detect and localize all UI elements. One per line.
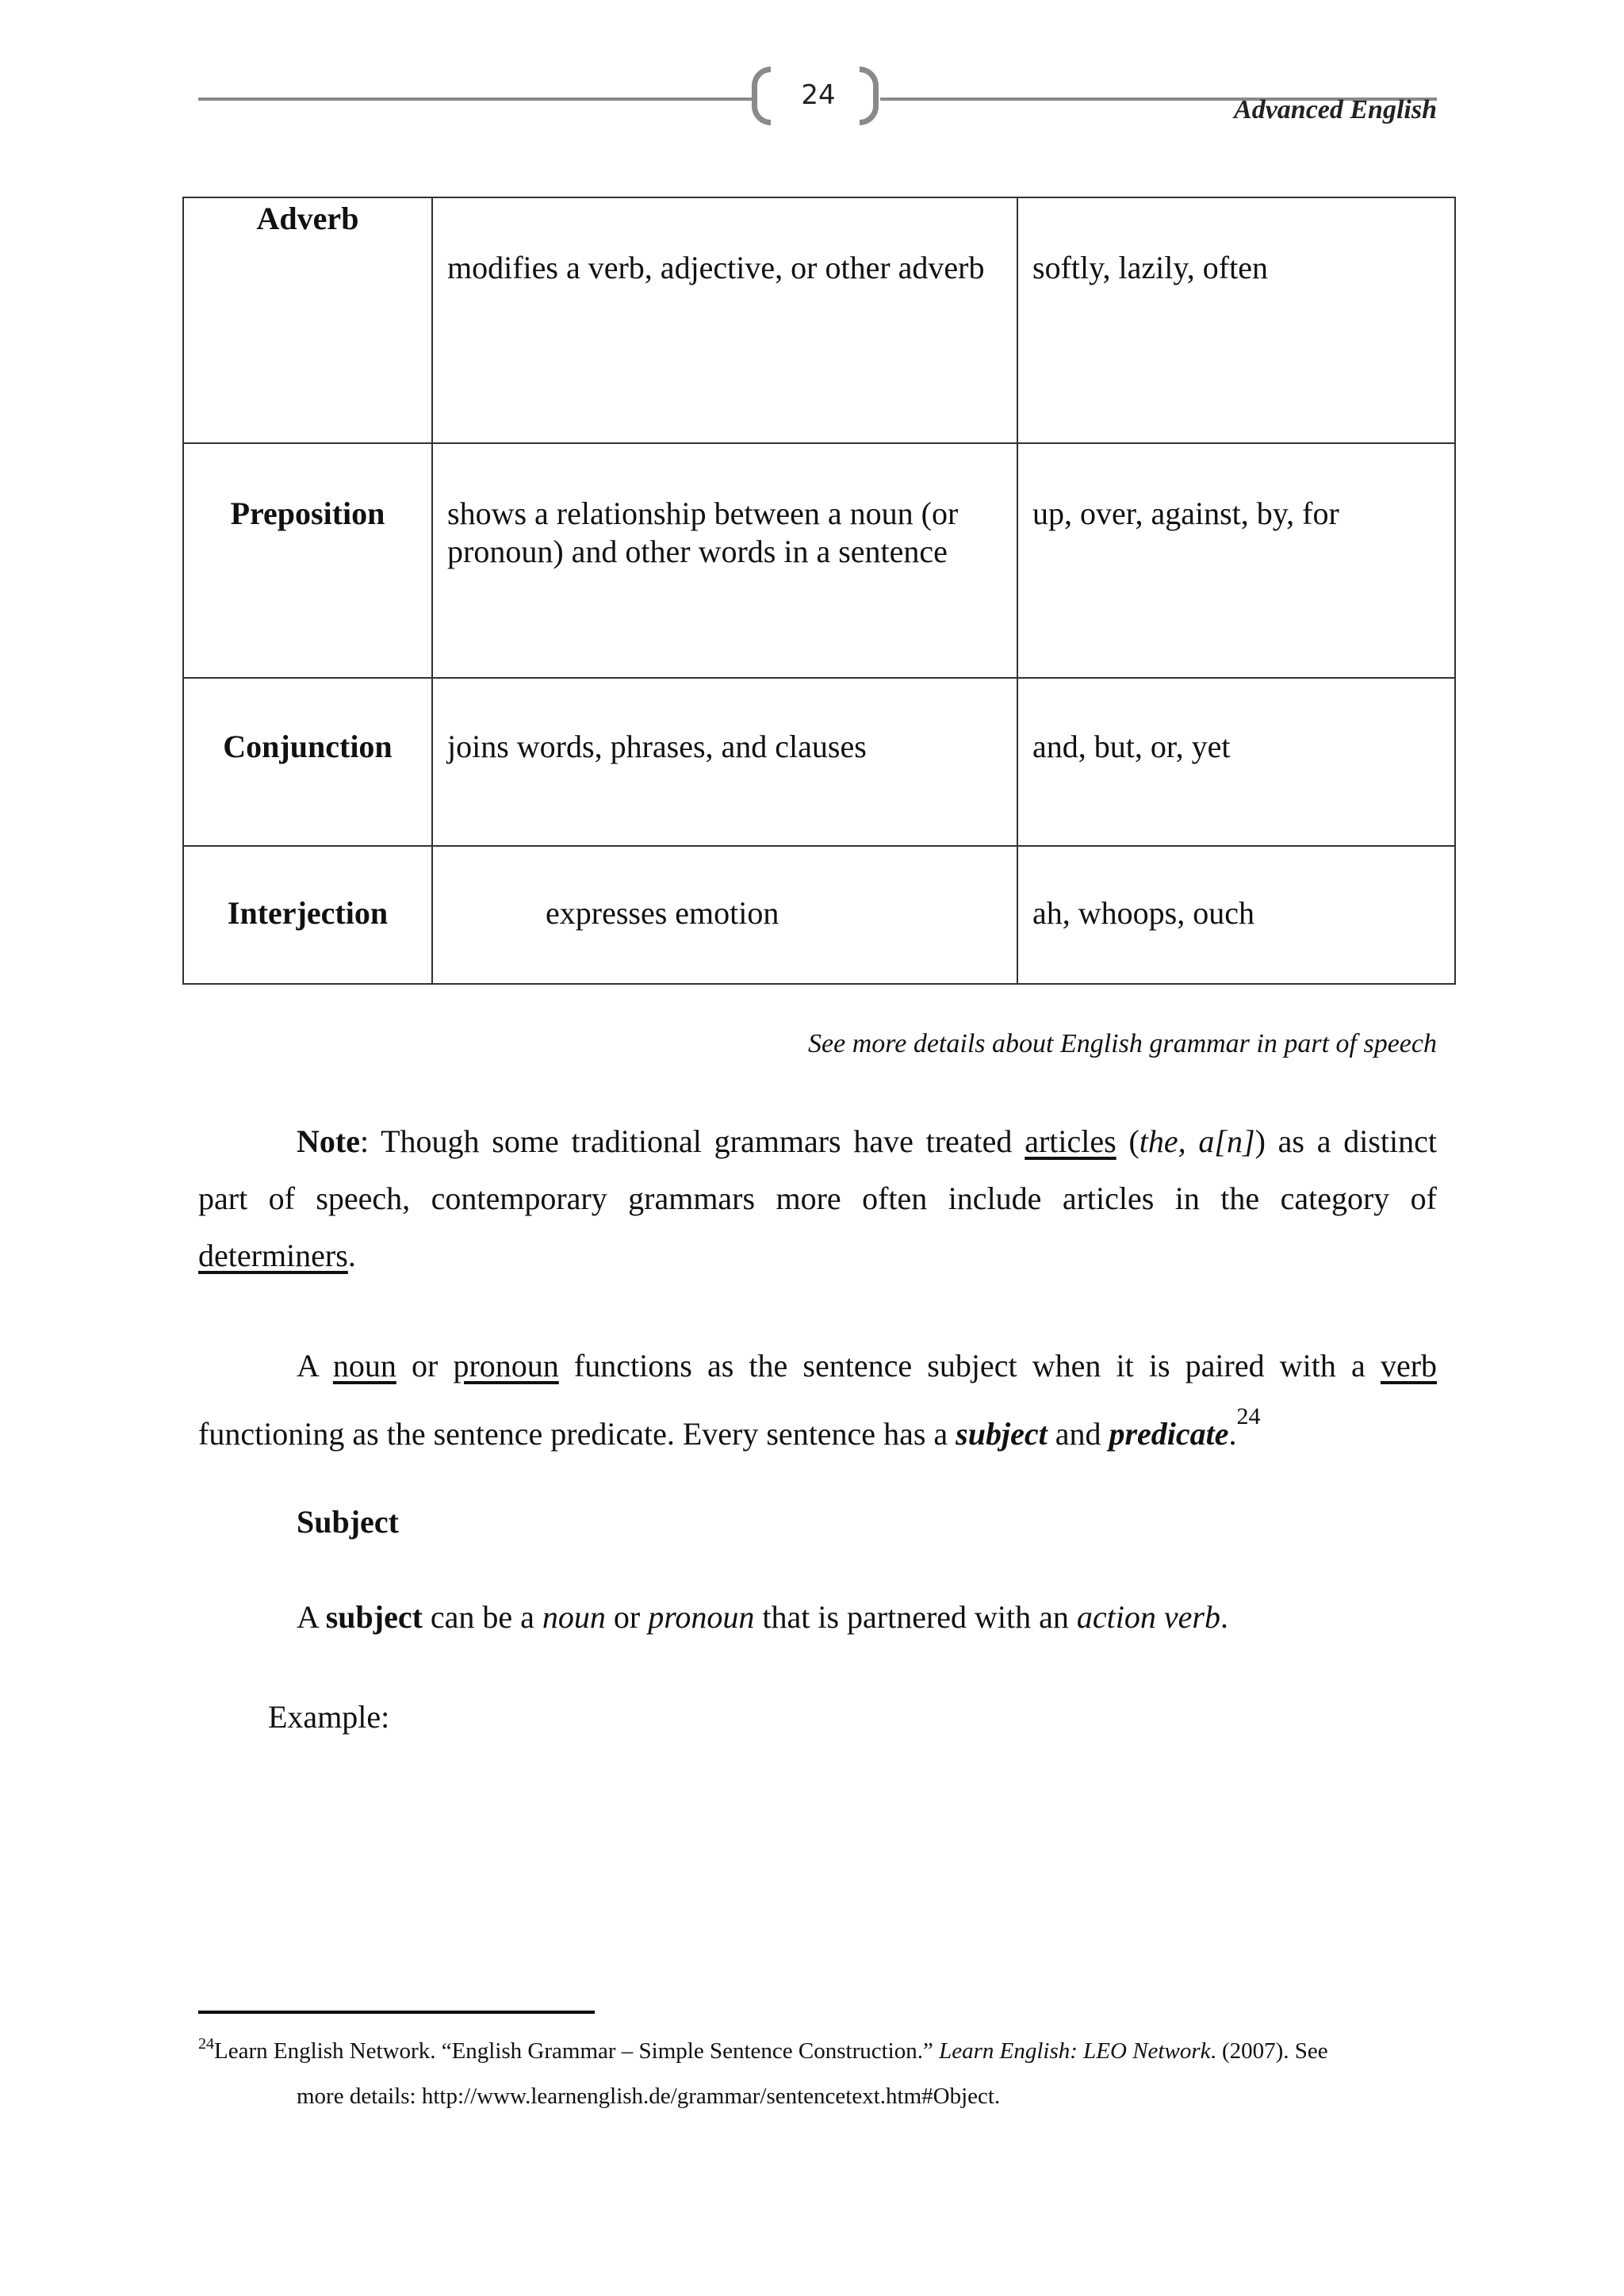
subject-definition: A subject can be a noun or pronoun that is partnered with an action verb. bbox=[297, 1599, 1228, 1635]
example-label: Example: bbox=[268, 1699, 390, 1735]
page-number: 24 bbox=[801, 79, 836, 111]
table-cell-examples: softly, lazily, often bbox=[1017, 197, 1455, 443]
articles-link[interactable]: articles bbox=[1025, 1123, 1116, 1159]
table-cell-term: Preposition bbox=[183, 443, 432, 678]
footnote-url-line[interactable]: more details: http://www.learnenglish.de/grammar/sentencetext.htm#Object. bbox=[297, 2084, 1001, 2109]
footnote: $^{24}$Learn English Network. “English Grammar – Simple Sentence Construction.” Learn English: LEO Network. (2007). See more details: http://www.learnenglish.de/grammar/sentencetext.htm#Object. bbox=[198, 2030, 1437, 2118]
table-cell-examples: up, over, against, by, for bbox=[1017, 443, 1455, 678]
footnote-source: Learn English: LEO Network bbox=[939, 2038, 1211, 2064]
parts-of-speech-table bbox=[182, 197, 1456, 985]
table-cell-definition: joins words, phrases, and clauses bbox=[432, 678, 1017, 846]
pronoun-link[interactable]: pronoun bbox=[453, 1348, 559, 1383]
table-cell-term: Conjunction bbox=[183, 678, 432, 846]
note-paragraph: Note: Though some traditional grammars have treated articles (the, a[n]) as a distinct part of speech, contemporary grammars more often include articles in the category of determiners. bbox=[198, 1123, 1438, 1273]
determiners-link[interactable]: determiners bbox=[198, 1238, 348, 1273]
table-row bbox=[183, 197, 1455, 443]
note-label: Note bbox=[297, 1123, 360, 1159]
header-rule-left bbox=[198, 98, 753, 101]
noun-link[interactable]: noun bbox=[332, 1348, 396, 1383]
table-cell-term: Adverb bbox=[183, 197, 432, 443]
page-number-bracket-close bbox=[860, 67, 879, 125]
table-row bbox=[183, 846, 1455, 984]
table-cell-examples: and, but, or, yet bbox=[1017, 678, 1455, 846]
table-caption: See more details about English grammar in part of speech bbox=[808, 1029, 1437, 1058]
page-number-bracket-open bbox=[752, 67, 771, 125]
table-cell-examples: ah, whoops, ouch bbox=[1017, 846, 1455, 984]
table-row bbox=[183, 443, 1455, 678]
table-cell-definition: shows a relationship between a noun (or pronoun) and other words in a sentence bbox=[432, 443, 1017, 678]
running-title: Advanced English bbox=[1234, 95, 1437, 124]
footnote-reference[interactable]: 24 bbox=[1236, 1403, 1261, 1429]
footnote-separator bbox=[198, 2011, 595, 2014]
table-cell-term: Interjection bbox=[183, 846, 432, 984]
footnote-number: 24 bbox=[198, 2035, 214, 2053]
subject-term: subject bbox=[956, 1416, 1048, 1452]
subject-predicate-paragraph: A noun or pronoun functions as the sentence subject when it is paired with a verb functioning as the sentence predicate. Every sentence has a subject and predicate.$^{24}$ bbox=[198, 1348, 1438, 1452]
table-row bbox=[183, 678, 1455, 846]
table-cell-definition: expresses emotion bbox=[432, 846, 1017, 984]
verb-link[interactable]: verb bbox=[1380, 1348, 1438, 1383]
section-heading: Subject bbox=[297, 1504, 399, 1540]
table-cell-definition: modifies a verb, adjective, or other adverb bbox=[432, 197, 1017, 443]
predicate-term: predicate bbox=[1109, 1416, 1229, 1452]
